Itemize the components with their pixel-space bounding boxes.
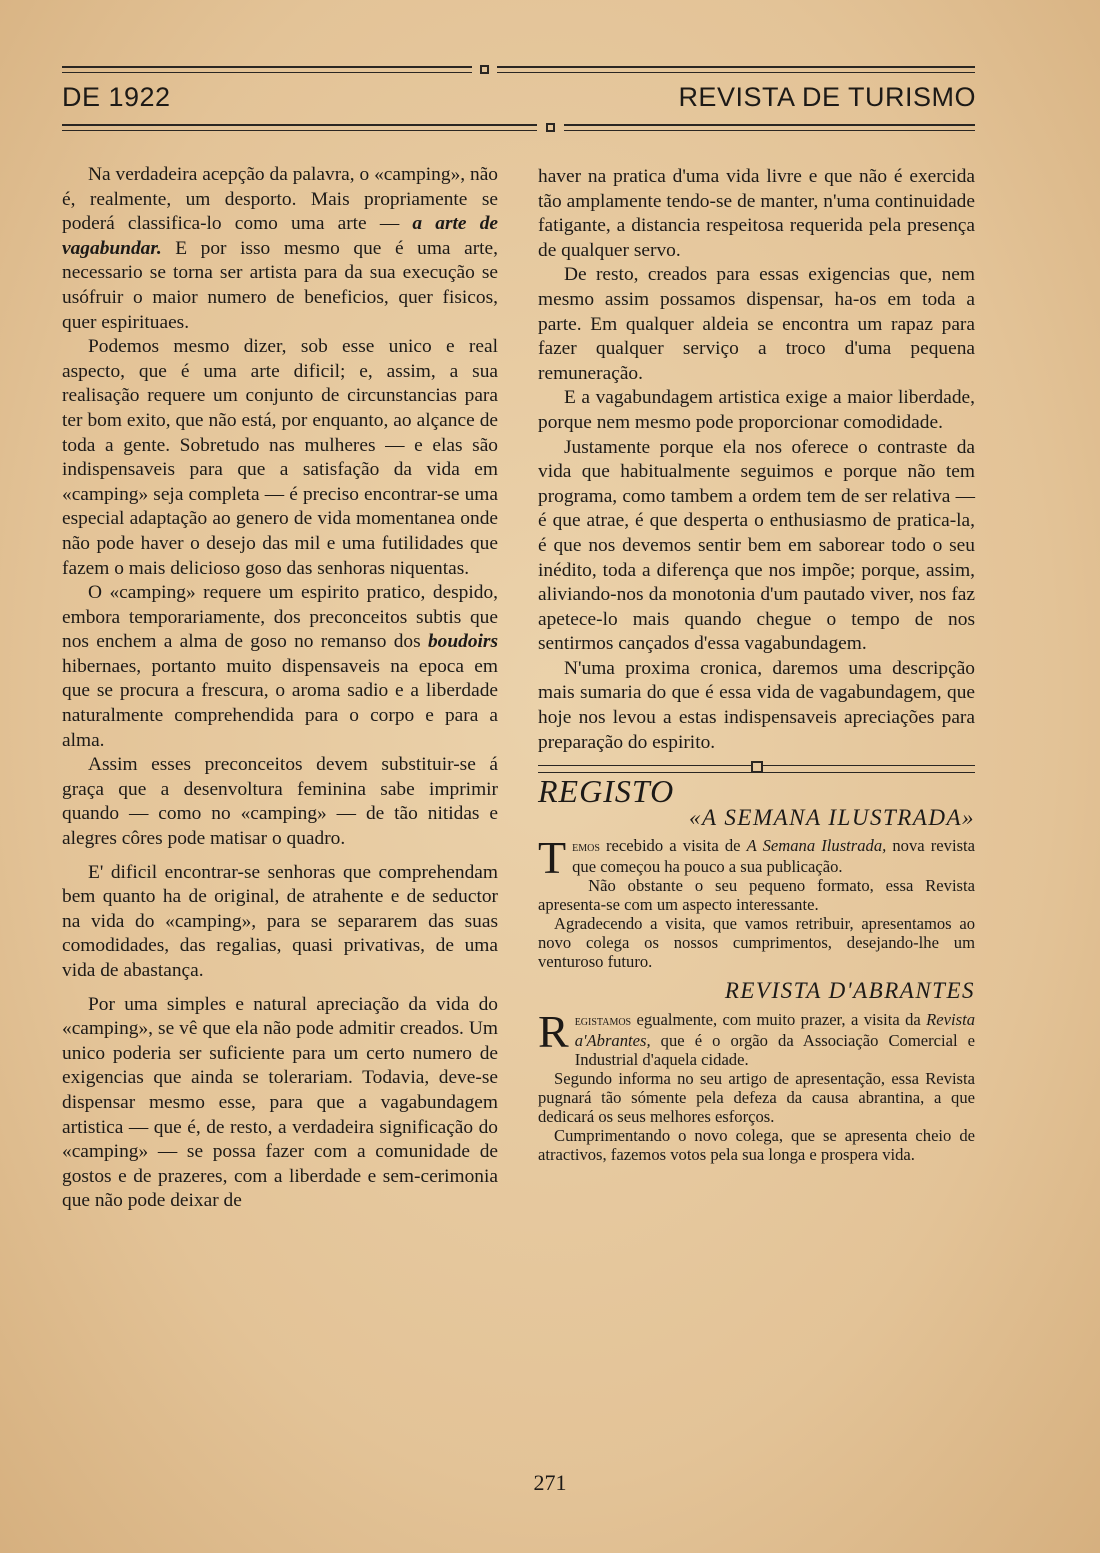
header-top-ornament	[480, 65, 489, 74]
left-column	[62, 163, 498, 1214]
emphasis-text: Revista a'Abrantes,	[574, 1010, 975, 1051]
left-paragraph-2: Podemos mesmo dizer, sob esse unico e real aspecto, que é uma arte dificil; e, assim, a sua realisação requere um conjunto de circunstancias para ter bom exito, que não está, por enquanto, ao alçance de toda a gente. Sobretudo nas mulheres — e elas são indispensaveis para que a satisfação da vida em «camping» seja completa — é preciso encontrar-se uma especial adaptação ao genero de vida momentanea onde não pode haver o desejo das mil e uma futilidades que fazem o mais delicioso goso das senhoras niquentas.	[62, 336, 498, 579]
text-segment: egualmente, com muito prazer, a visita da	[631, 1010, 927, 1030]
small-caps-word: egistamos	[574, 1014, 632, 1030]
emphasis-text: A Semana Ilustrada,	[746, 836, 887, 856]
text-segment: que é o orgão da Associação Comercial e Industrial d'aquela cidade.	[574, 1031, 975, 1070]
abrantes-paragraph-2: Segundo informa no seu artigo de apresentação, essa Revista pugnará tão sómente pela defeza da causa abrantina, a que dedicará os seus melhores esforços.	[538, 1069, 975, 1127]
header-left: DE 1922	[62, 82, 171, 112]
emphasis-text: a arte de vagabundar.	[62, 213, 498, 259]
semana-paragraph-3: Agradecendo a visita, que vamos retribuir, apresentamos ao novo colega os nossos cumprimentos, desejando-lhe um venturoso futuro.	[538, 914, 975, 972]
drop-cap: R	[538, 1006, 569, 1058]
semana-paragraph-2: Não obstante o seu pequeno formato, essa Revista apresenta-se com um aspecto interessante.	[538, 876, 975, 915]
header-top-rule-right	[497, 66, 975, 73]
text-segment: Na verdadeira acepção da palavra, o «camping», não é, realmente, um desporto. Mais propriamente se poderá classifica-lo como uma arte —	[62, 164, 498, 235]
right-paragraph-1: haver na pratica d'uma vida livre e que não é exercida tão amplamente tendo-se de manter, n'uma continuidade fatigante, a distancia respeitosa requerida pela presença de qualquer servo.	[538, 166, 975, 261]
left-paragraph-3	[62, 581, 498, 753]
divider-ornament	[751, 761, 763, 773]
right-paragraph-4: Justamente porque ela nos oferece o contraste da vida que habitualmente seguimos e porque não tem programa, como tambem a ordem tem de ser relativa — é que atrae, é que desperta o enthusiasmo de pratica-la, é que nos devemos sentir bem em saborear todo o seu inédito, toda a diferença que nos impõe; porque, assim, aliviando-nos da monotonia d'um pautado viver, nos faz apetece-lo mais quando chegue o tempo de nos sentirmos cançados d'essa vagabundagem.	[538, 436, 975, 655]
right-column	[538, 165, 975, 1164]
header-top-rule-left	[62, 66, 472, 73]
drop-cap: T	[538, 832, 567, 884]
semana-paragraph-1	[538, 832, 976, 884]
text-segment: E por isso mesmo que é uma arte, necessario se torna ser artista para da sua execução se usófruir o maior numero de beneficios, quer fisicos, quer espirituaes.	[62, 237, 498, 333]
text-segment: O «camping» requere um espirito pratico, despido, embora temporariamente, dos preconceitos subtis que nos enchem a alma de goso no remanso dos	[62, 582, 498, 653]
left-paragraph-4: Assim esses preconceitos devem substituir-se á graça que a desenvoltura feminina sabe imprimir quando — como no «camping» — de tão nitidas e alegres côres pode matisar o quadro.	[62, 754, 498, 850]
right-paragraph-2: De resto, creados para essas exigencias que, nem mesmo assim possamos dispensar, ha-os em toda a parte. Em qualquer aldeia se encontra um rapaz para fazer qualquer serviço a troco d'uma pequena remuneração.	[538, 264, 975, 384]
left-paragraph-5: E' dificil encontrar-se senhoras que comprehendam bem quanto ha de original, de atrahente e de seductor na vida do «camping», para se separarem das suas comodidades, das regalias, quasi privativas, de uma vida de abastança.	[62, 861, 498, 981]
left-paragraph-1	[62, 163, 498, 335]
abrantes-paragraph-3: Cumprimentando o novo colega, que se apresenta cheio de atractivos, fazemos votos pela sua longa e prospera vida.	[538, 1126, 975, 1165]
semana-ilustrada-title: «A SEMANA ILUSTRADA»	[689, 804, 975, 830]
text-segment: recebido a visita de	[599, 836, 747, 856]
header-bottom-rule-right	[564, 124, 975, 131]
text-segment: hibernaes, portanto muito dispensaveis na epoca em que se procura a frescura, o aroma sadio e a liberdade naturalmente comprehendida para o corpo e para a alma.	[62, 655, 498, 751]
registo-title: REGISTO	[538, 773, 675, 810]
right-paragraph-3: E a vagabundagem artistica exige a maior liberdade, porque nem mesmo pode proporcionar comodidade.	[538, 387, 975, 433]
text-segment: nova revista que começou ha pouco a sua publicação.	[572, 836, 976, 877]
section-divider	[538, 765, 975, 773]
semana-ilustrada-section	[538, 832, 976, 972]
header-bottom-rule-left	[62, 124, 537, 131]
header-right: REVISTA DE TURISMO	[678, 82, 976, 112]
small-caps-word: emos	[572, 840, 600, 856]
page-number: 271	[533, 1470, 567, 1495]
revista-abrantes-title: REVISTA D'ABRANTES	[724, 978, 975, 1004]
revista-abrantes-section	[538, 1006, 975, 1165]
right-paragraph-5: N'uma proxima cronica, daremos uma descripção mais sumaria do que é essa vida de vagabundagem, que hoje nos levou a estas indispensaveis apreciações para preparação do espirito.	[538, 657, 975, 753]
emphasis-text: boudoirs	[427, 631, 498, 653]
abrantes-paragraph-1	[538, 1006, 975, 1070]
header-bottom-ornament	[546, 123, 555, 132]
left-paragraph-6: Por uma simples e natural apreciação da vida do «camping», se vê que ela não pode admitir creados. Um unico poderia ser suficiente para um certo numero de exigencias que ainda se tolerariam. Todavia, deve-se dispensar mesmo esse, para que a vagabundagem artistica — que é, de resto, a verdadeira significação do «camping» — se possa fazer com a comunidade de gostos e de prazeres, com a liberdade e sem-cerimonia que não pode deixar de	[62, 993, 498, 1212]
